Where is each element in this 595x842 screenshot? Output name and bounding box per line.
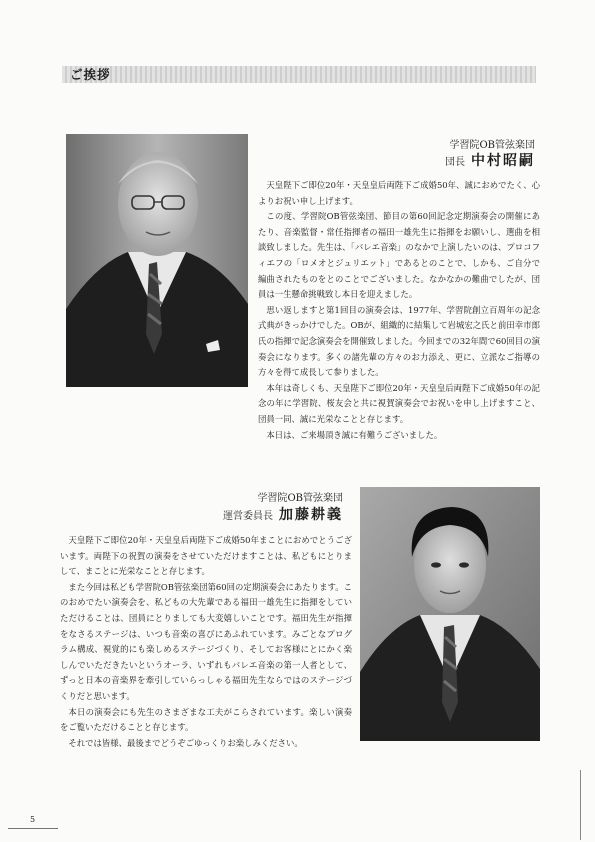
greeting1-paragraph: 本年は奇しくも、天皇陛下ご即位20年・天皇皇后両陛下ご成婚50年の記念の年に学習院、桜友会と共に視賀演奏会でお祝いを申し上げますこと、団員一同、誠に光栄なことと存じます。 [258, 382, 540, 424]
greeting1-message [258, 178, 540, 443]
page-number: 5 [30, 815, 36, 824]
binding-line [580, 770, 581, 840]
greeting1-role: 団長 [445, 157, 465, 168]
section-heading: ご挨拶 [70, 67, 111, 82]
greeting1-paragraph: 天皇陛下ご即位20年・天皇皇后両陛下ご成婚50年、誠におめでたく、心よりお祝い申し上げます。 [258, 180, 540, 206]
greeting1-paragraph: 本日は、ご来場頂き誠に有難うございました。 [266, 429, 443, 440]
greeting1-paragraph: 思い返しますと第1回目の演奏会は、1977年、学習院創立百周年の記念式典がきっかけでした。OBが、組織的に結集して岩城宏之氏と前田幸市郎氏の指揮で記念演奏会を開催致しました。今回までの32年間で60回目の演奏会になります。多くの諸先輩の方々のお力添え、更に、立派なご指導の方々を得て成長して参りました。 [258, 304, 540, 378]
greeting2-name: 加藤耕義 [279, 507, 343, 523]
greeting2-paragraph: 本日の演奏会にも先生のさまざまな工夫がこらされています。楽しい演奏をご覧いただけることと存じます。 [60, 706, 352, 733]
greeting2-paragraph: 天皇陛下ご即位20年・天皇皇后両陛下ご成婚50年まことにおめでとうございます。両陛下の祝賀の演奏をさせていただけますことは、私どもにとりまして、まことに光栄なことと存じます。 [60, 535, 352, 577]
greeting2-role: 運営委員長 [223, 511, 273, 522]
greeting2-paragraph: また今回は私ども学習院OB管弦楽団第60回の定期演奏会にあたります。このおめでたい演奏会を、私どもの大先輩である福田一雄先生に指揮をしていただけることは、団員にとりましても大変嬉しいことです。福田先生が指揮をなさるステージは、いつも音楽の喜びにあふれています。みごとなプログラム構成、視覚的にも楽しめるステージづくり、そしてお客様にとにかく楽しんでいただきたいというオーラ、いずれもバレエ音楽の第一人者として、ずっと日本の音楽界を牽引していらっしゃる福田先生ならではのステージづくりだと思います。 [60, 581, 352, 701]
greeting1-signature [445, 150, 535, 170]
footer-line [8, 828, 58, 829]
portrait-photo-nakamura [66, 134, 248, 387]
greeting2-paragraph: それでは皆様、最後までどうぞごゆっくりお楽しみください。 [68, 737, 303, 748]
heading-band [62, 66, 536, 83]
greeting2-signature [223, 504, 343, 524]
greeting1-organization: 学習院OB管弦楽団 [449, 140, 535, 151]
portrait-photo-kato [360, 487, 540, 741]
greeting1-paragraph: この度、学習院OB管弦楽団、節目の第60回記念定期演奏会の開催にあたり、音楽監督・常任指揮者の福田一雄先生に指揮をお願いし、選曲を相談致しました。先生は、「バレエ音楽」のなかで上演したいのは、プロコフィエフの「ロメオとジュリエット」であるとのことで、しかも、ご自分で編曲されたものをとのことでございました。なかなかの難曲でしたが、団員は一生懸命挑戦致し本日を迎えました。 [258, 211, 540, 300]
greeting2-message [60, 533, 352, 751]
greeting1-name: 中村昭嗣 [471, 153, 535, 169]
greeting2-organization: 学習院OB管弦楽団 [257, 493, 343, 504]
